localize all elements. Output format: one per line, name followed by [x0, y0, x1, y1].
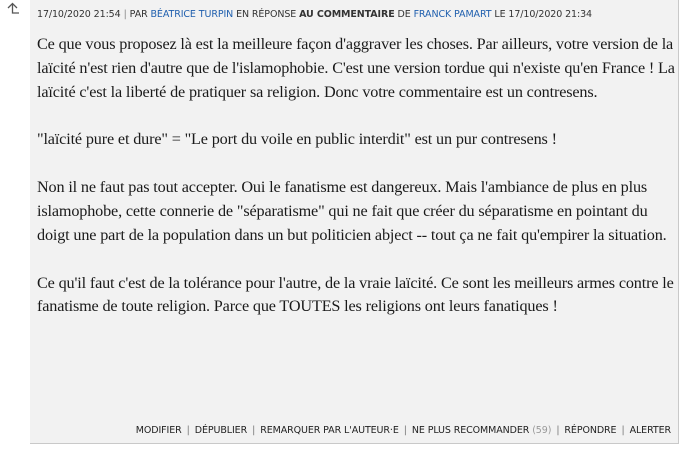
action-separator: |: [556, 425, 560, 436]
highlight-by-author-button[interactable]: REMARQUER PAR L'AUTEUR·E: [260, 425, 399, 436]
parent-date-label: LE: [494, 9, 506, 20]
comment-date: 17/10/2020 21:54: [37, 9, 121, 20]
parent-date: 17/10/2020 21:34: [508, 9, 592, 20]
unrecommend-button[interactable]: [412, 425, 551, 436]
comment-paragraph: Ce qu'il faut c'est de la tolérance pour l'autre, de la vraie laïcité. Ce sont les meilleurs armes contre le fanatisme de toute religion. Parce que TOUTES les religions ont leurs fanatiques !: [37, 273, 674, 316]
of-label: DE: [397, 9, 411, 20]
comment-paragraph: Ce que vous proposez là est la meilleure façon d'aggraver les choses. Par ailleurs, votre version de la laïcité n'est rien d'autre que de l'islamophobie. C'est une version tordue qui n'existe qu'en France ! La laïcité c'est la liberté de pratiquer sa religion. Donc votre commentaire est un contresens.: [37, 35, 675, 101]
comment-paragraph: "laïcité pure et dure" = "Le port du voile en public interdit" est un pur contresens !: [37, 130, 557, 149]
by-label: PAR: [129, 9, 148, 20]
comment-paragraph: Non il ne faut pas tout accepter. Oui le fanatisme est dangereux. Mais l'ambiance de plus en plus islamophobe, cette connerie de "séparatisme" qui ne fait que créer du séparatisme en pointant du doigt une part de la population dans un but politicien abject -- tout ça ne fait qu'empirer la situation.: [37, 178, 667, 244]
action-separator: |: [403, 425, 407, 436]
author-link[interactable]: BÉATRICE TURPIN: [150, 9, 234, 20]
alert-button[interactable]: ALERTER: [629, 425, 671, 436]
action-separator: |: [252, 425, 256, 436]
reply-button[interactable]: RÉPONDRE: [564, 425, 617, 436]
parent-author-link[interactable]: FRANCK PAMART: [413, 9, 492, 20]
action-separator: |: [186, 425, 190, 436]
unrecommend-label: NE PLUS RECOMMANDER: [411, 425, 530, 436]
reply-label: EN RÉPONSE: [236, 9, 297, 20]
meta-separator: |: [123, 9, 127, 20]
comment-reply: [30, 0, 679, 444]
parent-comment-link[interactable]: AU COMMENTAIRE: [299, 9, 395, 20]
comment-actions: [136, 425, 671, 437]
action-separator: |: [621, 425, 625, 436]
reply-arrow-icon: [5, 2, 21, 18]
unpublish-button[interactable]: DÉPUBLIER: [194, 425, 248, 436]
comment-body: [37, 33, 677, 319]
comment-meta: [37, 9, 592, 21]
recommend-count: (59): [532, 425, 552, 436]
modify-button[interactable]: MODIFIER: [135, 425, 182, 436]
